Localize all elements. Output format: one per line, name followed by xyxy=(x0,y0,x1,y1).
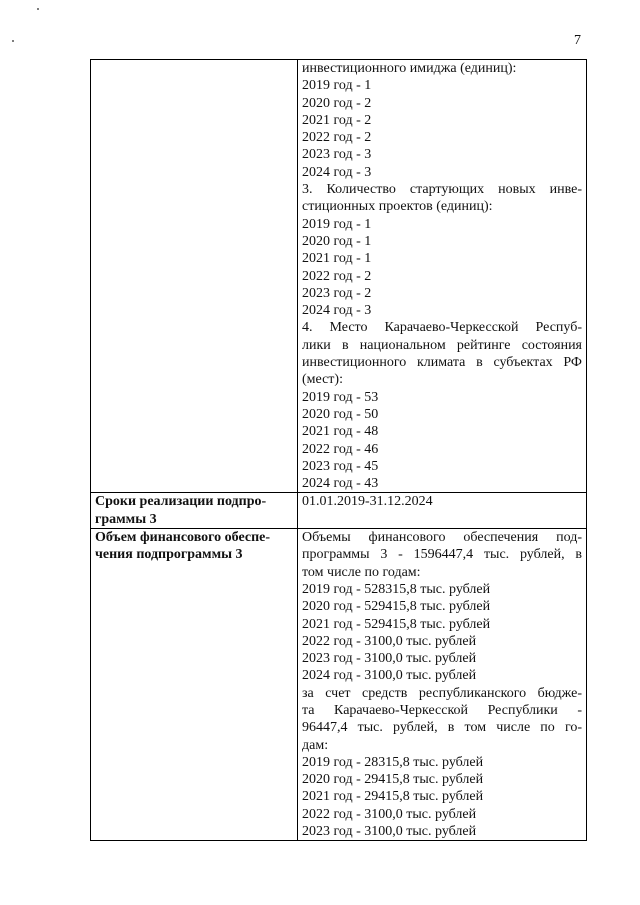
row-value-line: 96447,4 тыс. рублей, в том числе по го- xyxy=(302,720,582,736)
row-value-line: 2022 год - 2 xyxy=(302,268,372,284)
page-number: 7 xyxy=(574,33,581,48)
row-value-line: 2022 год - 3100,0 тыс. рублей xyxy=(302,633,477,649)
row-value-cell xyxy=(298,493,587,529)
row-value-line: инвестиционного климата в субъектах РФ xyxy=(302,355,582,371)
row-value-line: 3. Количество стартующих новых инве- xyxy=(302,182,582,198)
row-value-line: 4. Место Карачаево-Черкесской Респуб- xyxy=(302,320,582,336)
row-value-line: 2020 год - 50 xyxy=(302,406,379,422)
row-value-line: 2022 год - 2 xyxy=(302,130,372,146)
row-label-line: Объем финансового обеспе- xyxy=(95,530,271,546)
row-label-line: чения подпрограммы 3 xyxy=(95,547,243,563)
row-value-line: 2024 год - 3 xyxy=(302,303,372,319)
row-value-line: 2019 год - 1 xyxy=(302,78,372,94)
row-value-line: 2024 год - 3100,0 тыс. рублей xyxy=(302,668,477,684)
row-value-line: 2022 год - 46 xyxy=(302,441,379,457)
row-value-line: 2024 год - 3 xyxy=(302,164,372,180)
row-value-line: 2020 год - 2 xyxy=(302,95,372,111)
row-value-line: 2021 год - 2 xyxy=(302,112,372,128)
row-value-line: 2020 год - 29415,8 тыс. рублей xyxy=(302,772,484,788)
row-value-line: 2021 год - 29415,8 тыс. рублей xyxy=(302,789,484,805)
subprogram-passport-table xyxy=(90,59,587,841)
row-label-cell xyxy=(91,529,298,841)
row-value-line: Объемы финансового обеспечения под- xyxy=(302,530,582,546)
row-value-line: (мест): xyxy=(302,372,343,388)
table-row xyxy=(91,60,587,493)
row-value-line: программы 3 - 1596447,4 тыс. рублей, в xyxy=(302,547,582,563)
row-value-line: 2020 год - 529415,8 тыс. рублей xyxy=(302,599,491,615)
row-label-line: Сроки реализации подпро- xyxy=(95,494,267,510)
row-value-line: дам: xyxy=(302,737,329,753)
row-value-line: 2023 год - 3100,0 тыс. рублей xyxy=(302,824,477,840)
row-label-cell xyxy=(91,60,298,493)
row-value-line: 2023 год - 3100,0 тыс. рублей xyxy=(302,651,477,667)
row-value-line: 2019 год - 1 xyxy=(302,216,372,232)
row-value-line: 2022 год - 3100,0 тыс. рублей xyxy=(302,806,477,822)
row-value-line: 01.01.2019-31.12.2024 xyxy=(302,494,433,510)
row-value-line: та Карачаево-Черкесской Республики - xyxy=(302,702,582,718)
row-value-cell xyxy=(298,529,587,841)
row-value-line: за счет средств республиканского бюдже- xyxy=(302,685,582,701)
table-row xyxy=(91,529,587,841)
row-value-line: лики в национальном рейтинге состояния xyxy=(302,337,582,353)
row-value-line: 2020 год - 1 xyxy=(302,233,372,249)
row-value-line: 2023 год - 3 xyxy=(302,147,372,163)
row-value-line: 2024 год - 43 xyxy=(302,476,379,492)
row-value-line: 2019 год - 53 xyxy=(302,389,379,405)
row-value-line: 2021 год - 1 xyxy=(302,251,372,267)
row-label-cell xyxy=(91,493,298,529)
row-value-line: 2023 год - 2 xyxy=(302,285,372,301)
row-value-line: 2019 год - 28315,8 тыс. рублей xyxy=(302,754,484,770)
row-value-line: 2023 год - 45 xyxy=(302,458,379,474)
row-value-cell xyxy=(298,60,587,493)
table-row xyxy=(91,493,587,529)
row-value-line: 2019 год - 528315,8 тыс. рублей xyxy=(302,581,491,597)
row-label-line: граммы 3 xyxy=(95,511,157,527)
row-value-line: инвестиционного имиджа (единиц): xyxy=(302,61,517,76)
row-value-line: 2021 год - 529415,8 тыс. рублей xyxy=(302,616,491,632)
scan-speck xyxy=(12,40,14,42)
row-value-line: стиционных проектов (единиц): xyxy=(302,199,493,215)
scan-speck xyxy=(37,8,39,10)
row-value-line: 2021 год - 48 xyxy=(302,424,379,440)
row-value-line: том числе по годам: xyxy=(302,564,421,580)
